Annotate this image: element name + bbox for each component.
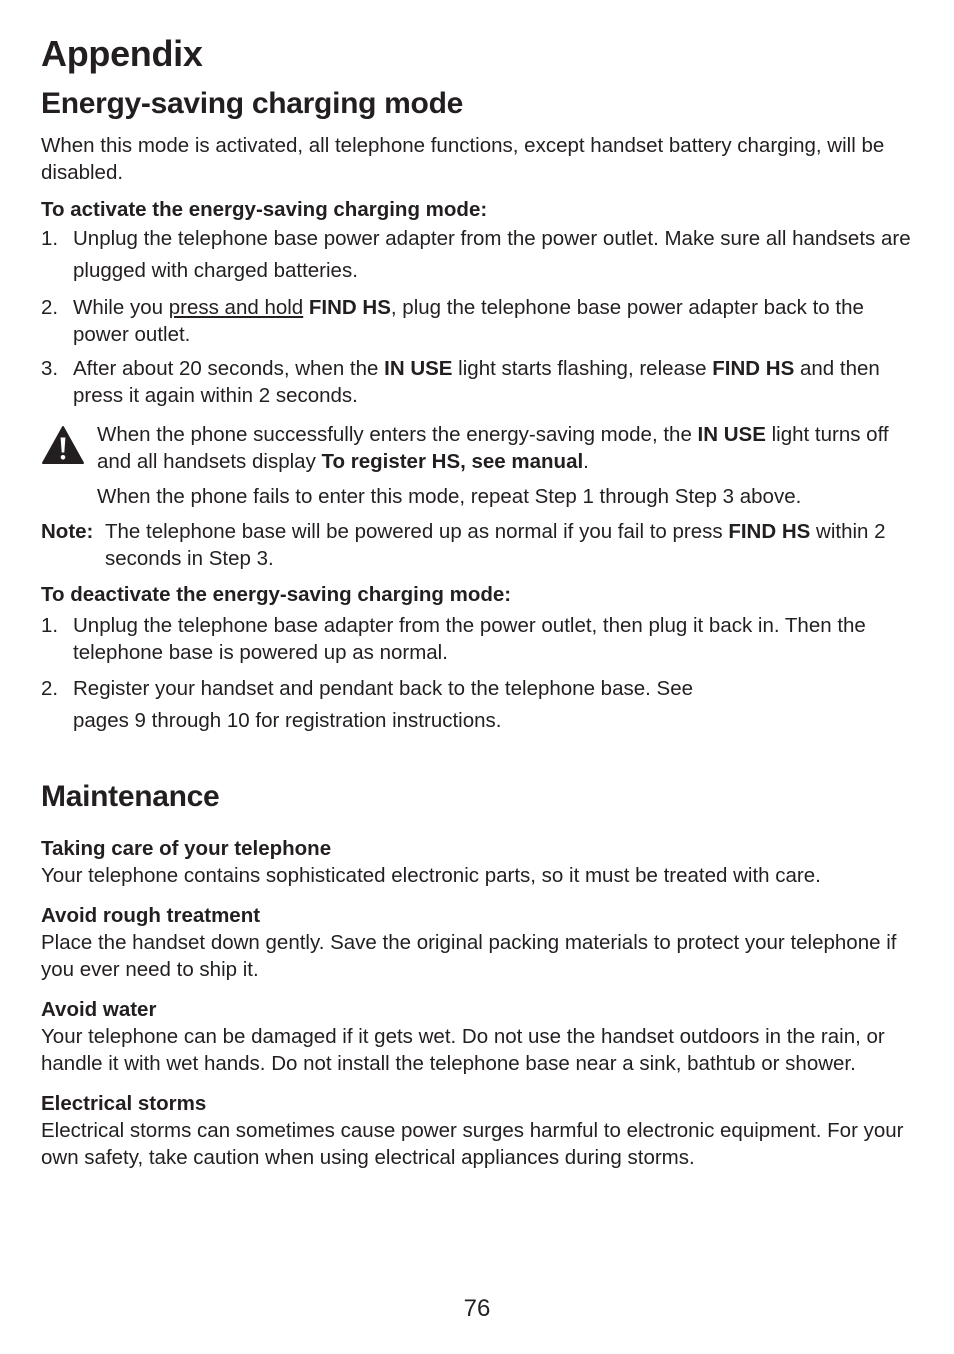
maintenance-section-storms — [41, 1090, 916, 1171]
maintenance-section-text: Your telephone can be damaged if it gets wet. Do not use the handset outdoors in the rain, or handle it with wet hands. Do not install the telephone base near a sink, bathtub or shower. — [41, 1025, 885, 1075]
deactivate-steps-list — [41, 612, 916, 737]
maintenance-section-title: Avoid rough treatment — [41, 904, 261, 927]
maintenance-heading: Maintenance — [41, 780, 220, 813]
energy-saving-heading: Energy-saving charging mode — [41, 87, 463, 120]
page-title: Appendix — [41, 33, 203, 74]
press-and-hold-emphasis: press and hold — [168, 296, 304, 319]
maintenance-section-text: Your telephone contains sophisticated electronic parts, so it must be treated with care. — [41, 864, 821, 887]
step-text-post: and then press it again within 2 seconds. — [73, 357, 880, 407]
step-text-pre: After about 20 seconds, when the — [73, 357, 385, 380]
note-text-pre: The telephone base will be powered up as normal if you fail to press — [105, 520, 729, 543]
step-text-mid: light starts flashing, release — [452, 357, 713, 380]
find-hs-key: FIND HS — [712, 357, 795, 380]
find-hs-key: FIND HS — [728, 520, 811, 543]
step-text: Unplug the telephone base adapter from the power outlet, then plug it back in. Then the telephone base is powered up as normal. — [73, 614, 866, 664]
step-text: Unplug the telephone base power adapter from the power outlet. Make sure all handsets are plugged with charged batteries. — [73, 227, 911, 282]
warning-success-text — [97, 421, 916, 475]
activate-step-1 — [41, 223, 916, 287]
warning-triangle-icon — [41, 425, 85, 465]
maintenance-section-rough-treatment — [41, 902, 916, 983]
maintenance-section-water — [41, 996, 916, 1077]
activate-heading: To activate the energy-saving charging mode: — [41, 198, 488, 221]
in-use-key: IN USE — [384, 357, 453, 380]
step-number: 2. — [41, 677, 59, 700]
step-text-line-1: Register your handset and pendant back to the telephone base. See — [73, 677, 694, 700]
maintenance-section-title: Electrical storms — [41, 1092, 207, 1115]
energy-saving-intro: When this mode is activated, all telephone functions, except handset battery charging, will be disabled. — [41, 134, 885, 184]
deactivate-step-2 — [41, 673, 916, 737]
note-label: Note: — [41, 520, 94, 543]
maintenance-section-title: Taking care of your telephone — [41, 837, 332, 860]
step-number: 2. — [41, 296, 59, 319]
step-text-post: , plug the telephone base power adapter back to the power outlet. — [73, 296, 864, 346]
maintenance-section-care — [41, 835, 916, 889]
step-number: 1. — [41, 227, 59, 250]
warning-fail-text: When the phone fails to enter this mode, repeat Step 1 through Step 3 above. — [97, 485, 802, 508]
warning-text-pre: When the phone successfully enters the energy-saving mode, the — [97, 423, 698, 446]
step-number: 1. — [41, 614, 59, 637]
step-number: 3. — [41, 357, 59, 380]
manual-page — [41, 32, 916, 1171]
in-use-key: IN USE — [697, 423, 766, 446]
find-hs-key: FIND HS — [308, 296, 391, 319]
deactivate-heading: To deactivate the energy-saving charging mode: — [41, 583, 512, 606]
maintenance-section-text: Electrical storms can sometimes cause power surges harmful to electronic equipment. For your own safety, take caution when using electrical appliances during storms. — [41, 1119, 904, 1169]
warning-block — [41, 421, 916, 510]
page-number: 76 — [463, 1295, 491, 1322]
maintenance-section-text: Place the handset down gently. Save the original packing materials to protect your telephone if you ever need to ship it. — [41, 931, 897, 981]
step-text-pre: While you — [73, 296, 169, 319]
note-block — [41, 518, 916, 572]
note-text-post: within 2 seconds in Step 3. — [105, 520, 886, 570]
deactivate-step-1 — [41, 612, 916, 666]
activate-step-2 — [41, 294, 916, 348]
step-text-line-2: pages 9 through 10 for registration instructions. — [73, 709, 502, 732]
maintenance-section-title: Avoid water — [41, 998, 157, 1021]
register-hs-message: To register HS, see manual — [321, 450, 584, 473]
activate-steps-list — [41, 223, 916, 409]
activate-step-3 — [41, 355, 916, 409]
warning-text-mid: light turns off and all handsets display — [97, 423, 889, 473]
warning-text-post: . — [583, 450, 589, 473]
